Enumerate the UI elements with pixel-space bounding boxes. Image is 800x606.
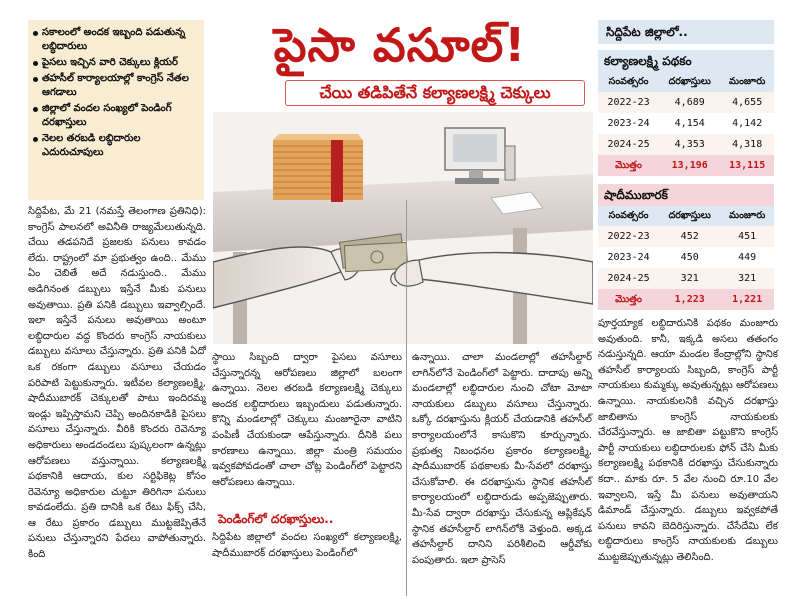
table-total-row [598,155,774,176]
subsection-title: పెండింగ్‌లో దరఖాస్తులు.. [218,512,334,526]
table-row [598,113,774,134]
shaadi-mubarak-table [598,184,774,310]
table-cell: 2022-23 [607,231,650,242]
article-paragraph: సిద్దిపేట, మే 21 (నమస్తే తెలంగాణ ప్రతినిధి): కాంగ్రెస్ పాలనలో అవినీతి రాజ్యమేలుతున్నది. చేయి తడపనిదే ప్రజలకు పనులు కావడం లేదు. రాష్ట్రంలో మా ప్రభుత్వం ఉంది.. మేము ఏం చెబితే అదే నడుస్తుంది.. మేము అడిగినంత డబ్బులు ఇస్తేనే మీకు పనులు అవుతాయి. ప్రతి పనికి డబ్బులు ఇవ్వాల్సిందే. ఇలా ఇస్తేనే పనులు అవుతాయి అంటూ లబ్ధిదారుల వద్ద కొందరు కాంగ్రెస్ నాయకులు డబ్బులు వసూలు చేస్తున్నారు. ప్రతి పనికి ఏదో ఒక రకంగా డబ్బులు వసూలు చేయడం పరిపాటి పెట్టుకున్నారు. ఇటీవల కల్యాణలక్ష్మి, షాదీముబారక్ చెక్కులతో పాటు ఇందిరమ్మ ఇండ్లు ఇప్పిస్తామని చెప్పి అందినకాడికి పైసలు వసూలు చేస్తున్నారు. వీరికి కొందరు రెవెన్యూ అధికారులు అండదండలు పుష్కలంగా ఉన్నట్లు ఆరోపణలు వస్తున్నాయి. కల్యాణలక్ష్మి పథకానికి ఆదాయ, కుల సర్టిఫికెట్ల కోసం రెవెన్యూ అధికారుల చుట్టూ తిరిగినా పనులు కావడంలేదు. ప్రతి దానికి ఒక రేటు ఫిక్స్ చేసి, ఆ రేటు ప్రకారం డబ్బులు ముట్టజెప్పితేనే పనులు చేస్తున్నారని పేదలు వాపోతున్నారు. కింది [28,206,206,561]
table-cell: మొత్తం [615,294,642,305]
column-header: మంజూరు [729,76,766,87]
article-paragraph: పూర్తయ్యాక లబ్ధిదారునికి పథకం మంజూరు అవుతుంది. కానీ, ఇక్కడి అసలు తతంగం నడుస్తున్నది. ఆయా మండల కేంద్రాల్లోని స్థానిక తహసీల్ కార్యాలయ సిబ్బంది, కాంగ్రెస్ పార్టీ నాయకులు కుమ్మక్కు అవుతున్నట్లు ఆరోపణలు ఉన్నాయి. నాయకులనికి వచ్చిన దరఖాస్తు జాబితాను కాంగ్రెస్ నాయకులకు చేరవేస్తున్నారు. ఆ జాబితా పట్టుకొని కాంగ్రెస్ పార్టీ నాయకులు లబ్ధిదారులకు ఫోన్ చేసి మీకు కల్యాణలక్ష్మి పథకానికి దరఖాస్తు చేసుకున్నారు కదా.. మాకు రూ. 5 వేల నుంచి రూ.10 వేల ఇవ్వాలని, ఇస్తే మీ పనులు అవుతాయని డిమాండ్ చేస్తున్నారు. డబ్బులు ఇవ్వకపోతే పనులు కావని బెదిరిస్తున్నారు. చేసేదేమి లేక లబ్ధిదారులు కాంగ్రెస్ నాయకులకు డబ్బులు ముట్టజెప్పుతున్నట్లు తెలిసింది. [598,318,778,563]
table-cell: 321 [680,273,699,284]
table-cell: 13,196 [671,160,708,171]
table-cell: 452 [680,231,699,242]
article-paragraph: ఉన్నాయి. చాలా మండలాల్లో తహసీల్దార్ లాగిన్‌లోనే పెండింగ్‌లో పెట్టారు. దాదాపు అన్ని మండలాల్లో లబ్ధిదారుల నుంచి చోటా మోటా నాయకులు డబ్బులు వసూలు చేస్తున్నారు. ఒక్కో దరఖాస్తును క్లియర్ చేయడానికి తహసీల్ కార్యాలయంలోనే కాసుకొని కూర్చున్నారు. ప్రభుత్వ నిబంధనల ప్రకారం కల్యాణలక్ష్మి, షాదీముబారక్ పథకాలకు మీ-సేవలో దరఖాస్తు చేసుకోవాలి. ఈ దరఖాస్తును స్థానిక తహసీల్ కార్యాలయంలో లబ్ధిదారుడు అప్పజెప్పుతారు. మీ-సేవ ద్వారా దరఖాస్తు చేసుకున్న ఆప్లికేషన్ స్థానిక తహసీల్దార్ లాగిన్‌లోకి వెళ్తుంది. అక్కడ తహసీల్దార్ దానిని పరిశీలించి ఆర్డీవోకు పంపుతారు. ఇలా ప్రాసెస్ [412,352,592,566]
table-cell: 451 [738,231,757,242]
article-column-4 [598,316,778,566]
highlights-box [28,20,204,200]
kalyana-lakshmi-table [598,50,774,176]
article-column-2b [212,530,402,561]
table-cell: 1,221 [732,294,763,305]
article-paragraph: స్థాయి సిబ్బంది ద్వారా పైసలు వసూలు చేస్తున్నారన్న ఆరోపణలు జిల్లాలో బలంగా ఉన్నాయి. నెలల తరబడి కల్యాణలక్ష్మి చెక్కులు అందక లబ్ధిదారులు ఇబ్బందులు పడుతున్నారు. కొన్ని మండలాల్లో చెక్కులు మంజూరైనా వాటిని పంపిణీ చేయకుండా ఆపేస్తున్నారు. దీనికి పలు కారణాలు ఉన్నాయి. జిల్లా మంత్రి సమయం ఇవ్వకపోవడంతో చాలా చోట్ల పెండింగ్‌లో పెట్టారని ఆరోపణలు ఉన్నాయి. [212,352,402,488]
highlight-item: పైసలు ఇచ్చిన వారి చెక్కులు క్లియర్ [42,56,198,70]
table-row [598,134,774,155]
table-cell: 450 [680,252,699,263]
table-row [598,92,774,113]
column-divider [406,200,407,596]
table-cell: 4,655 [732,97,763,108]
table-cell: 2023-24 [607,118,650,129]
table-total-row [598,289,774,310]
table-cell: మొత్తం [615,160,642,171]
table-cell: 1,223 [674,294,705,305]
table-row [598,268,774,289]
column-header: సంవత్సరం [608,76,649,87]
article-column-2 [212,350,402,490]
table-cell: 449 [738,252,757,263]
article-paragraph: సిద్దిపేట జిల్లాలో వందల సంఖ్యలో కల్యాణలక్ష్మి, షాదీముబారక్ దరఖాస్తులు పెండింగ్‌లో [212,532,402,559]
table-header-row [598,72,774,92]
highlight-item: సకాలంలో అందక ఇబ్బంది పడుతున్న లబ్ధిదారులు [42,26,198,54]
table-cell: 4,689 [674,97,705,108]
highlight-item: నెలల తరబడి లబ్ధిదారుల ఎదురుచూపులు [42,132,198,160]
table-cell: 2023-24 [607,252,650,263]
table-cell: 4,142 [732,118,763,129]
table-row [598,226,774,247]
table-cell: 2022-23 [607,97,650,108]
headline: పైసా వసూల్! [273,18,527,72]
article-column-1 [28,204,206,563]
table-cell: 4,353 [674,139,705,150]
column-header: దరఖాస్తులు [668,210,711,221]
file-stack [273,134,363,202]
column-header: దరఖాస్తులు [668,76,711,87]
highlight-item: తహసీల్ కార్యాలయాల్లో కాంగ్రెస్ నేతల ఆగడాలు [42,72,198,100]
column-header: సంవత్సరం [608,210,649,221]
table-cell: 2024-25 [607,273,650,284]
table-header-row [598,206,774,226]
table-cell: 4,154 [674,118,705,129]
table-cell: 4,318 [732,139,763,150]
column-header: మంజూరు [729,210,766,221]
subheadline: చేయి తడిపితేనే కల్యాణలక్ష్మి చెక్కులు [285,80,585,106]
table-title: కల్యాణలక్ష్మి పథకం [598,50,774,72]
table-row [598,247,774,268]
table-cell: 2024-25 [607,139,650,150]
district-panel-title: సిద్దిపేట జిల్లాలో.. [598,20,774,44]
table-cell: 13,115 [729,160,766,171]
article-column-3 [412,350,592,568]
highlight-item: జిల్లాలో వందల సంఖ్యలో పెండింగ్ దరఖాస్తులు [42,102,198,130]
bribe-illustration [213,112,593,344]
table-cell: 321 [738,273,757,284]
table-title: షాదీముబారక్ [598,184,774,206]
